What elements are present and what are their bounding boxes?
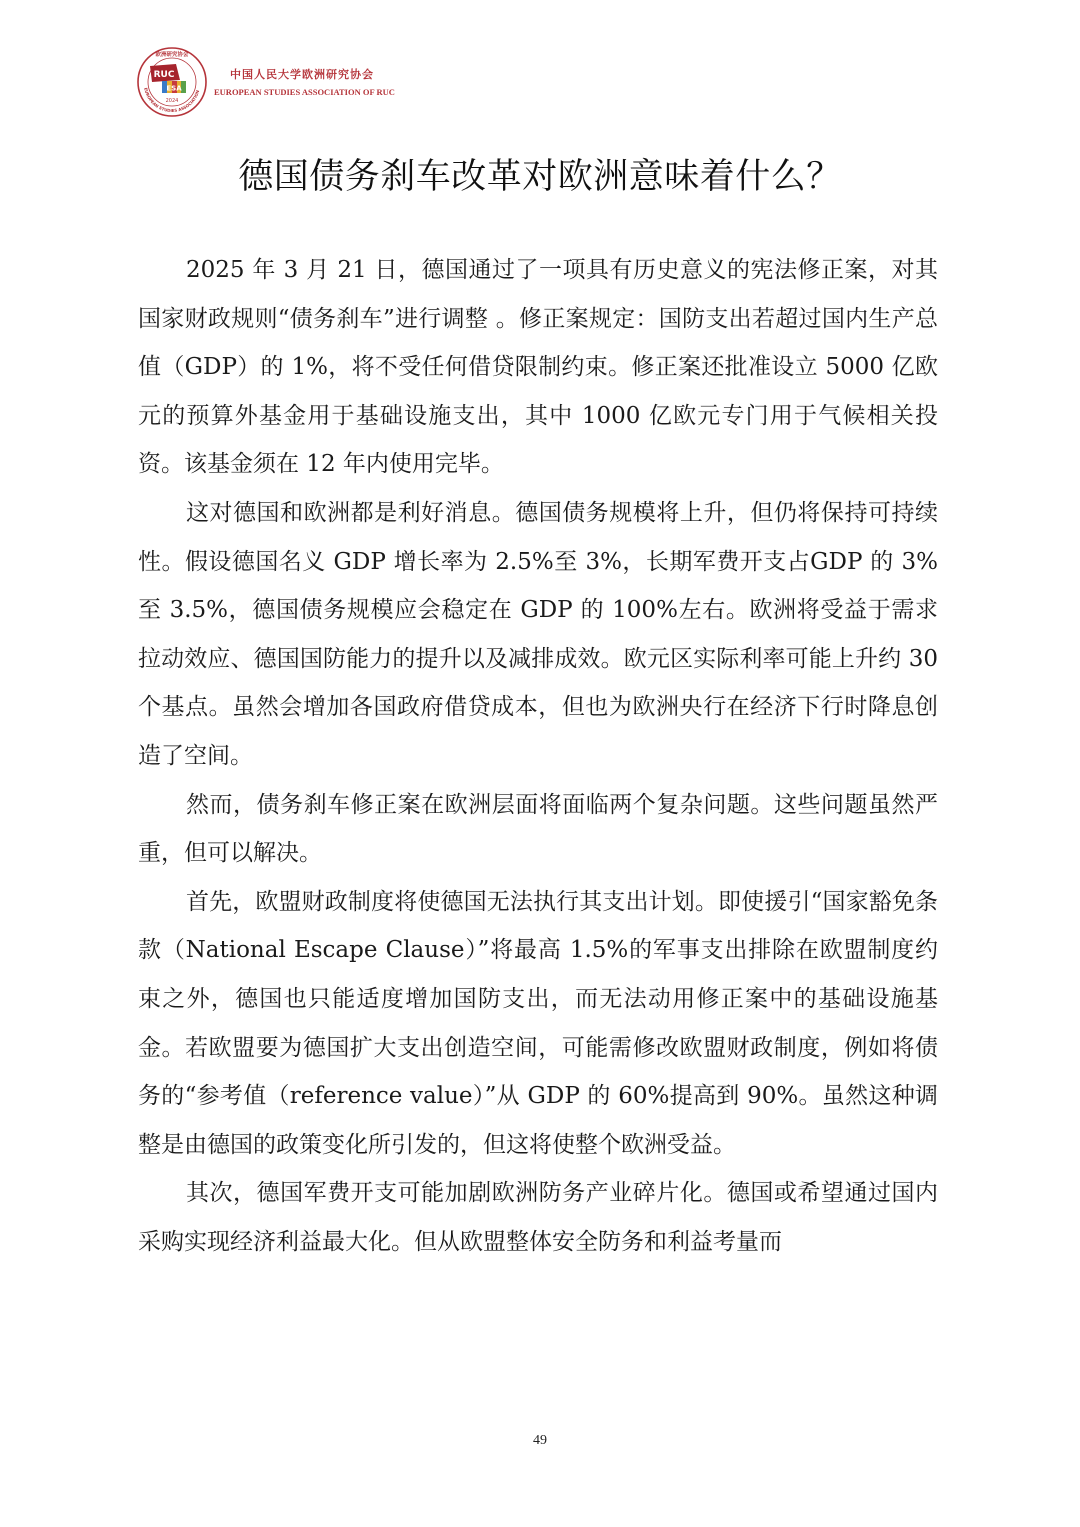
- svg-text:ESA: ESA: [166, 84, 182, 93]
- svg-text:EUROPEAN STUDIES ASSOCIATION: EUROPEAN STUDIES ASSOCIATION: [143, 87, 201, 114]
- page-number: 49: [533, 1433, 547, 1448]
- svg-text:RUC: RUC: [153, 70, 175, 80]
- paragraph-1: 2025 年 3 月 21 日，德国通过了一项具有历史意义的宪法修正案，对其国家财政规则“债务刹车”进行调整 。修正案规定：国防支出若超过国内生产总值（GDP）的 1%，将不受任何借贷限制约束。修正案还批准设立 5000 亿欧元的预算外基金用于基础设施支出，其中 1000 亿欧元专门用于气候相关投资。该基金须在 12 年内使用完毕。: [138, 257, 938, 478]
- org-name-chinese: 中国人民大学欧洲研究协会: [230, 67, 374, 81]
- paragraph-4: 首先，欧盟财政制度将使德国无法执行其支出计划。即使援引“国家豁免条款（National Escape Clause）”将最高 1.5%的军事支出排除在欧盟制度约束之外，德国也只能适度增加国防支出，而无法动用修正案中的基础设施基金。若欧盟要为德国扩大支出创造空间，可能需修改欧盟财政制度，例如将债务的“参考值（reference value）”从 GDP 的 60%提高到 90%。虽然这种调整是由德国的政策变化所引发的，但这将使整个欧洲受益。: [138, 888, 938, 1158]
- paragraph-3: 然而，债务刹车修正案在欧洲层面将面临两个复杂问题。这些问题虽然严重，但可以解决。: [138, 791, 938, 867]
- ruc-esa-seal-icon: [136, 46, 208, 118]
- paragraph-2: 这对德国和欧洲都是利好消息。德国债务规模将上升，但仍将保持可持续性。假设德国名义 GDP 增长率为 2.5%至 3%，长期军费开支占GDP 的 3%至 3.5%，德国债务规模应会稳定在 GDP 的 100%左右。欧洲将受益于需求拉动效应、德国国防能力的提升以及减排成效。欧元区实际利率可能上升约 30 个基点。虽然会增加各国政府借贷成本，但也为欧洲央行在经济下行时降息创造了空间。: [138, 499, 938, 769]
- organization-names: [214, 68, 395, 97]
- org-name-english: EUROPEAN STUDIES ASSOCIATION OF RUC: [214, 86, 395, 97]
- page-header: [136, 44, 395, 120]
- svg-text:欧洲研究协会: 欧洲研究协会: [155, 52, 189, 58]
- article-body: [138, 246, 938, 1266]
- article-title: 德国债务刹车改革对欧洲意味着什么？: [238, 157, 842, 197]
- paragraph-5: 其次，德国军费开支可能加剧欧洲防务产业碎片化。德国或希望通过国内采购实现经济利益最大化。但从欧盟整体安全防务和利益考量而: [138, 1180, 938, 1255]
- svg-text:2024: 2024: [165, 98, 179, 104]
